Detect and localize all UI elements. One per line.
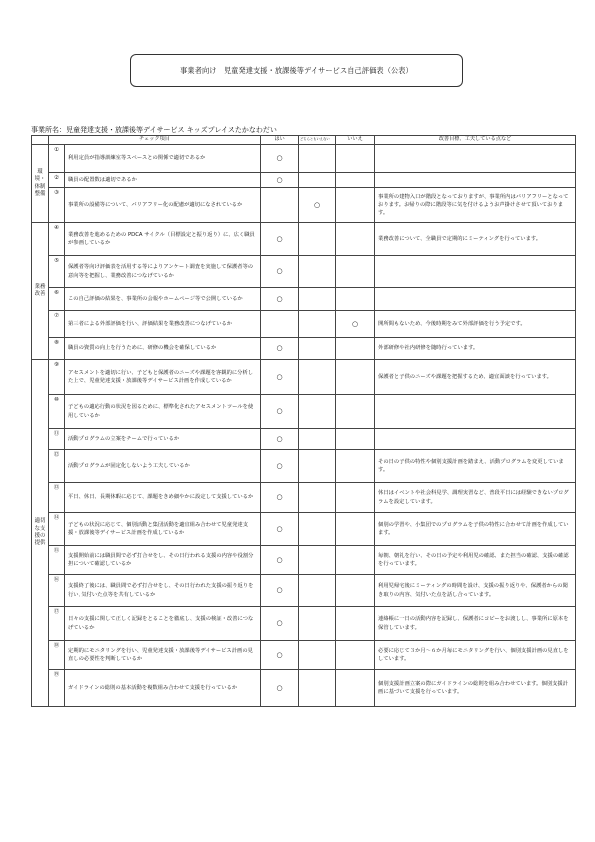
header-yes: はい: [261, 136, 299, 145]
item-number: ④: [49, 223, 65, 256]
header-row: [32, 136, 576, 145]
table-row: [32, 670, 576, 707]
answer-no-cell: [336, 513, 375, 546]
item-number: ⑦: [49, 311, 65, 338]
item-number: ⑱: [49, 641, 65, 670]
check-item-text: 活動プログラムの立案をチームで行っているか: [65, 429, 261, 450]
item-number: ⑪: [49, 429, 65, 450]
circle-mark-icon: ○: [276, 650, 283, 659]
improvement-comment: 事業所の建物入口が階段となっておりますが、事業所内はバリアフリーとなっております。お帰りの際に階段等に気を付けるようお声掛けさせて頂いております。: [375, 188, 576, 223]
table-row: [32, 311, 576, 338]
table-row: [32, 360, 576, 395]
improvement-comment: 利用児帰宅後にミーティングの時間を設け、支援の振り返りや、保護者からの聞き取りの内容、気付いた点を話し合っています。: [375, 575, 576, 607]
circle-mark-icon: ○: [276, 524, 283, 533]
improvement-comment: 毎朝、朝礼を行い、その日の予定や利用児の確認、また担当の確認、支援の確認を行っています。: [375, 546, 576, 575]
check-item-text: 支援終了後には、職員間で必ず打合せをし、その日行われた支援の振り返りを行い､気付いた点等を共有しているか: [65, 575, 261, 607]
answer-no-cell: [336, 256, 375, 288]
improvement-comment: 保護者と子供のニーズや課題を把握するため、適宜面談を行っています。: [375, 360, 576, 395]
table-row: [32, 188, 576, 223]
table-row: [32, 173, 576, 188]
answer-neither-cell: [299, 256, 336, 288]
table-row: [32, 256, 576, 288]
improvement-comment: 必要に応じて３か月～６か月毎にモニタリングを行い、個別支援計画の見直しをしています。: [375, 641, 576, 670]
answer-no-cell: [336, 641, 375, 670]
check-item-text: 活動プログラムが固定化しないよう工夫しているか: [65, 450, 261, 483]
answer-neither-cell: [299, 575, 336, 607]
answer-yes-cell: [261, 483, 299, 513]
circle-mark-icon: ○: [276, 619, 283, 628]
item-number: ⑤: [49, 256, 65, 288]
answer-yes-cell: [261, 173, 299, 188]
category-label: 業務改善: [32, 223, 49, 360]
answer-no-cell: [336, 173, 375, 188]
item-number: ①: [49, 145, 65, 173]
answer-neither-cell: [299, 670, 336, 707]
circle-mark-icon: ○: [276, 683, 283, 692]
answer-yes-cell: [261, 360, 299, 395]
improvement-comment: [375, 288, 576, 311]
answer-yes-cell: [261, 607, 299, 641]
answer-yes-cell: [261, 641, 299, 670]
answer-neither-cell: [299, 641, 336, 670]
circle-mark-icon: ○: [276, 434, 283, 443]
circle-mark-icon: ○: [276, 294, 283, 303]
improvement-comment: 個別の学習や、小集団でのプログラムを子供の特性に合わせて計画を作成しています。: [375, 513, 576, 546]
table-row: [32, 575, 576, 607]
improvement-comment: その日の子供の特性や個別支援計画を踏まえ、活動プログラムを変更しています。: [375, 450, 576, 483]
item-number: ⑯: [49, 575, 65, 607]
check-item-text: この自己評価の結果を、事業所の会報やホームページ等で公開しているか: [65, 288, 261, 311]
improvement-comment: [375, 256, 576, 288]
check-item-text: ガイドラインの総則の基本活動を複数組み合わせて支援を行っているか: [65, 670, 261, 707]
header-blank: [32, 136, 49, 145]
circle-mark-icon: ○: [276, 154, 283, 163]
check-item-text: 職員の配置数は適切であるか: [65, 173, 261, 188]
answer-no-cell: [336, 288, 375, 311]
circle-mark-icon: ○: [276, 461, 283, 470]
improvement-comment: 開所間もないため、今後時期をみて外部評価を行う予定です。: [375, 311, 576, 338]
item-number: ⑮: [49, 546, 65, 575]
answer-neither-cell: [299, 188, 336, 223]
item-number: ②: [49, 173, 65, 188]
item-number: ⑩: [49, 395, 65, 429]
item-number: ⑰: [49, 607, 65, 641]
improvement-comment: 業務改善について、全職員で定期的にミーティングを行っています。: [375, 223, 576, 256]
answer-no-cell: [336, 338, 375, 360]
header-improvement: 改善目標、工夫している点など: [375, 136, 576, 145]
table-row: [32, 145, 576, 173]
check-item-text: アセスメントを適切に行い、子どもと保護者のニーズや課題を客観的に分析した上で、児童発達支援・放課後等デイサービス計画を作成しているか: [65, 360, 261, 395]
answer-no-cell: [336, 607, 375, 641]
item-number: ⑧: [49, 338, 65, 360]
item-number: ⑭: [49, 513, 65, 546]
answer-no-cell: [336, 575, 375, 607]
circle-mark-icon: ○: [276, 234, 283, 243]
item-number: ③: [49, 188, 65, 223]
answer-neither-cell: [299, 513, 336, 546]
check-item-text: 日々の支援に関して正しく記録をとることを徹底し、支援の検証・改善につなげているか: [65, 607, 261, 641]
answer-no-cell: [336, 188, 375, 223]
check-item-text: 子どもの適応行動の状況を図るために、標準化されたアセスメントツールを使用しているか: [65, 395, 261, 429]
table-row: [32, 546, 576, 575]
evaluation-table: [31, 135, 576, 707]
improvement-comment: [375, 395, 576, 429]
header-check-items: チェック項目: [49, 136, 261, 145]
item-number: ⑬: [49, 483, 65, 513]
table-row: [32, 395, 576, 429]
table-row: [32, 338, 576, 360]
circle-mark-icon: ○: [276, 407, 283, 416]
answer-yes-cell: [261, 256, 299, 288]
answer-no-cell: [336, 483, 375, 513]
table-row: [32, 429, 576, 450]
answer-neither-cell: [299, 450, 336, 483]
category-label: 環境・体制整備: [32, 145, 49, 223]
circle-mark-icon: ○: [351, 319, 359, 328]
answer-yes-cell: [261, 188, 299, 223]
document-title: 事業者向け 児童発達支援・放課後等デイサービス自己評価表（公表）: [180, 65, 413, 75]
answer-neither-cell: [299, 145, 336, 173]
table-row: [32, 288, 576, 311]
table-row: [32, 450, 576, 483]
answer-neither-cell: [299, 395, 336, 429]
category-label: 適切な支援の提供: [32, 360, 49, 707]
answer-yes-cell: [261, 338, 299, 360]
answer-no-cell: [336, 429, 375, 450]
answer-yes-cell: [261, 395, 299, 429]
circle-mark-icon: ○: [313, 200, 321, 209]
table-row: [32, 607, 576, 641]
check-item-text: 支援開始前には職員間で必ず打合せをし、その日行われる支援の内容や役割分担について確認しているか: [65, 546, 261, 575]
improvement-comment: 連絡帳に一日の活動内容を記録し、保護者にコピーをお渡しし、事業所に原本を保管しています。: [375, 607, 576, 641]
office-name: 事業所名：児童発達支援・放課後等デイサービス キッズプレイスたかなわだい: [31, 126, 277, 134]
table-row: [32, 223, 576, 256]
answer-yes-cell: [261, 670, 299, 707]
improvement-comment: [375, 145, 576, 173]
answer-neither-cell: [299, 546, 336, 575]
answer-neither-cell: [299, 360, 336, 395]
check-item-text: 平日、休日、長期休暇に応じて、課題をきめ細やかに設定して支援しているか: [65, 483, 261, 513]
circle-mark-icon: ○: [276, 493, 283, 502]
improvement-comment: 外部研修や社内研修を随時行っています。: [375, 338, 576, 360]
table-row: [32, 513, 576, 546]
answer-yes-cell: [261, 546, 299, 575]
answer-yes-cell: [261, 513, 299, 546]
circle-mark-icon: ○: [276, 586, 283, 595]
check-item-text: 保護者等向け評価表を活用する等によりアンケート調査を実施して保護者等の意向等を把握し、業務改善につなげているか: [65, 256, 261, 288]
item-number: ⑥: [49, 288, 65, 311]
improvement-comment: 個別支援計画立案の際にガイドラインの総則を組み合わせています。個別支援計画に基づいて支援を行っています。: [375, 670, 576, 707]
check-item-text: 職員の資質の向上を行うために、研修の機会を確保しているか: [65, 338, 261, 360]
circle-mark-icon: ○: [276, 555, 283, 564]
circle-mark-icon: ○: [276, 372, 283, 381]
check-item-text: 事業所の設備等について、バリアフリー化の配慮が適切になされているか: [65, 188, 261, 223]
circle-mark-icon: ○: [276, 344, 283, 353]
check-item-text: 業務改善を進めるための PDCA サイクル（目標設定と振り返り）に、広く職員が参画しているか: [65, 223, 261, 256]
answer-neither-cell: [299, 483, 336, 513]
answer-no-cell: [336, 145, 375, 173]
check-item-text: 子どもの状況に応じて、個別活動と集団活動を適宜組み合わせて児童発達支援・放課後等デイサービス計画を作成しているか: [65, 513, 261, 546]
item-number: ⑫: [49, 450, 65, 483]
answer-neither-cell: [299, 607, 336, 641]
answer-neither-cell: [299, 223, 336, 256]
answer-neither-cell: [299, 288, 336, 311]
improvement-comment: [375, 173, 576, 188]
item-number: ⑲: [49, 670, 65, 707]
answer-yes-cell: [261, 223, 299, 256]
document-title-box: [130, 54, 463, 87]
answer-yes-cell: [261, 450, 299, 483]
answer-yes-cell: [261, 288, 299, 311]
improvement-comment: 休日はイベントや社会科見学、調理実習など、普段平日には経験できないプログラムを設定しています。: [375, 483, 576, 513]
table-row: [32, 483, 576, 513]
answer-neither-cell: [299, 311, 336, 338]
check-item-text: 定期的にモニタリングを行い、児童発達支援・放課後等デイサービス計画の見直しの必要性を判断しているか: [65, 641, 261, 670]
header-no: いいえ: [336, 136, 375, 145]
header-neither: どちらともいえない: [299, 136, 336, 145]
check-item-text: 第三者による外部評価を行い、評価結果を業務改善につなげているか: [65, 311, 261, 338]
answer-no-cell: [336, 450, 375, 483]
answer-yes-cell: [261, 311, 299, 338]
answer-no-cell: [336, 546, 375, 575]
answer-neither-cell: [299, 338, 336, 360]
answer-yes-cell: [261, 575, 299, 607]
item-number: ⑨: [49, 360, 65, 395]
circle-mark-icon: ○: [276, 267, 283, 276]
answer-yes-cell: [261, 145, 299, 173]
answer-no-cell: [336, 395, 375, 429]
answer-no-cell: [336, 360, 375, 395]
answer-no-cell: [336, 670, 375, 707]
table-row: [32, 641, 576, 670]
answer-neither-cell: [299, 173, 336, 188]
answer-no-cell: [336, 311, 375, 338]
improvement-comment: [375, 429, 576, 450]
answer-no-cell: [336, 223, 375, 256]
check-item-text: 利用定員が指導訓練室等スペースとの関係で適切であるか: [65, 145, 261, 173]
circle-mark-icon: ○: [276, 175, 283, 184]
answer-neither-cell: [299, 429, 336, 450]
answer-yes-cell: [261, 429, 299, 450]
